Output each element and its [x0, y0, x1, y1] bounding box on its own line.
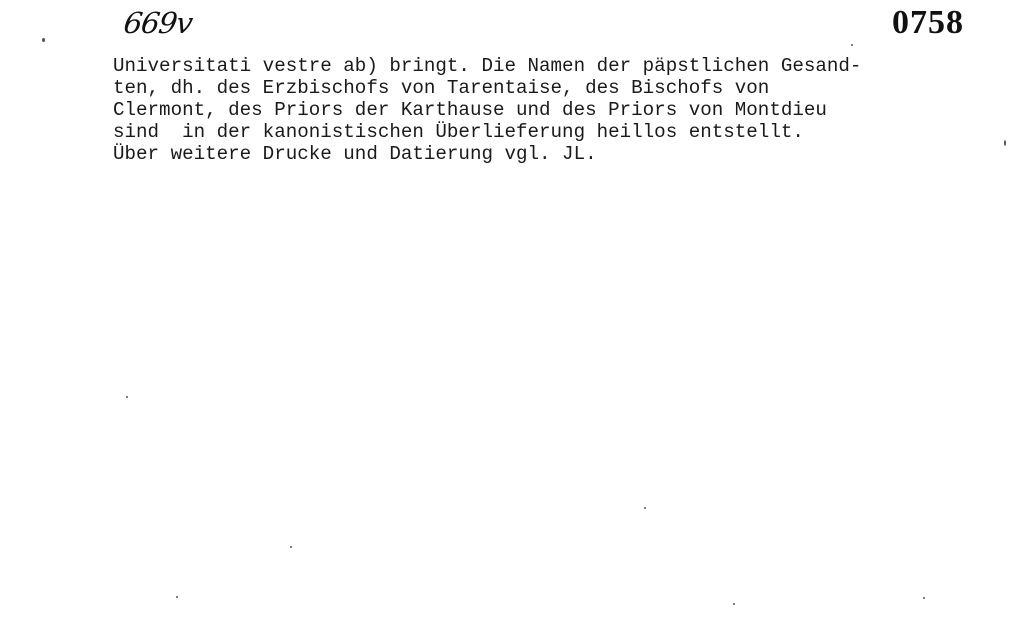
handwritten-folio-number: 669v	[121, 6, 195, 40]
scan-speck	[42, 38, 45, 42]
card-number: 0758	[892, 4, 964, 41]
scan-speck	[851, 44, 853, 46]
scan-speck	[290, 546, 292, 548]
text-line: Clermont, des Priors der Karthause und des Priors von Montdieu	[113, 99, 827, 121]
scan-speck	[176, 596, 178, 598]
text-line: ten, dh. des Erzbischofs von Tarentaise, des Bischofs von	[113, 77, 770, 99]
scan-speck	[644, 507, 646, 509]
card-body-text	[113, 55, 983, 165]
text-line: Universitati vestre ab) bringt. Die Namen der päpstlichen Gesand-	[113, 55, 862, 77]
scan-speck	[1004, 140, 1006, 146]
scan-speck	[733, 603, 735, 605]
scan-speck	[126, 396, 128, 398]
scan-speck	[923, 597, 925, 599]
text-line: Über weitere Drucke und Datierung vgl. JL.	[113, 143, 597, 165]
text-line: sind in der kanonistischen Überlieferung heillos entstellt.	[113, 121, 804, 143]
